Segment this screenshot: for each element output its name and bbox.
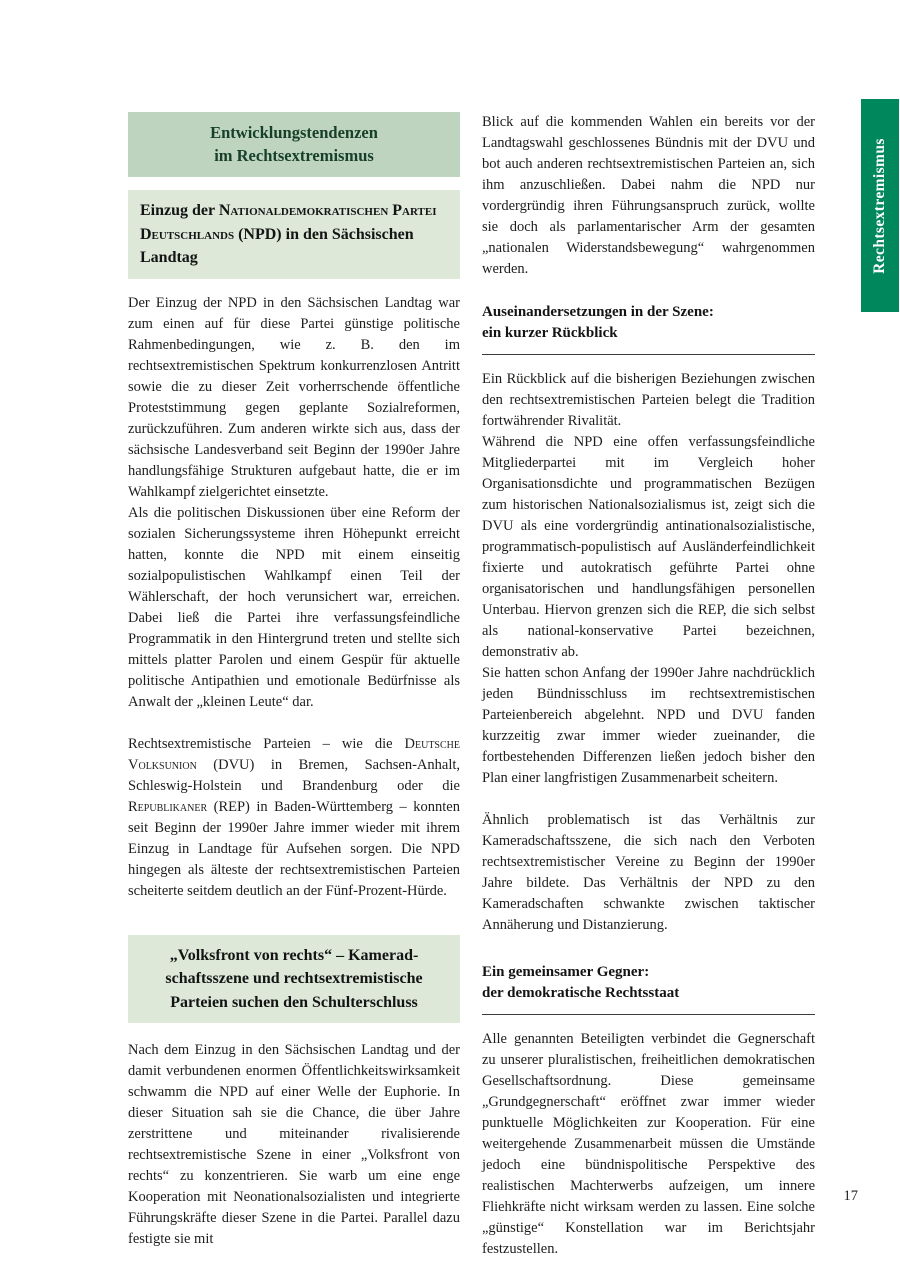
paragraph: Der Einzug der NPD in den Sächsischen Landtag war zum einen auf für diese Partei günstige politische Rahmenbedingungen, wie z. B. den im rechtsextremistischen Spektrum konkurrenzlosen Antritt sowie die zu dieser Zeit vorherrschende öffentliche Proteststimmung gegen geplante Sozialreformen, zurückzuführen. Zum anderen wirkte sich aus, dass der sächsische Landesverband seit Beginn der 1990er Jahre handlungsfähige Strukturen aufgebaut hatte, die er im Wahlkampf zielgerichtet einsetzte. bbox=[128, 294, 460, 500]
chapter-tab bbox=[861, 99, 899, 312]
section-heading-npd bbox=[128, 190, 460, 279]
subheading-szene: Auseinandersetzungen in der Szene: ein kurzer Rückblick bbox=[482, 302, 815, 355]
paragraph: Nach dem Einzug in den Sächsischen Landtag und der damit verbundenen enormen Öffentlichkeitswirksamkeit schwamm die NPD auf einer Welle der Euphorie. In dieser Situation sah sie die Chance, die über Jahre zerstrittene und miteinander rivalisierende rechtsextremistische Szene in einer „Volksfront von rechts“ zu konzentrieren. Sie warb um eine enge Kooperation mit Neonationalsozialisten und integrierte Führungskräfte dieser Szene in die Partei. Parallel dazu festigte sie mit bbox=[128, 1042, 460, 1247]
section-heading-volksfront bbox=[128, 935, 460, 1024]
subheading-gegner: Ein gemeinsamer Gegner: der demokratische Rechtsstaat bbox=[482, 962, 815, 1015]
paragraph: Ein Rückblick auf die bisherigen Beziehungen zwischen den rechtsextremistischen Parteien belegt die Tradition fortwährender Rivalität. bbox=[482, 371, 815, 429]
left-column bbox=[128, 112, 460, 1250]
paragraph: Als die politischen Diskussionen über eine Reform der sozialen Sicherungssysteme ihren Höhepunkt erreicht hatten, konnte die NPD mit einem einseitig sozialpopulistischen Wahlkampf einen Teil der Wählerschaft, der hoch verunsichert war, erreichen. Dabei ließ die Partei ihre verfassungsfeindliche Programmatik in den Hintergrund treten und stellte sich mittels platter Parolen und einem Gespür für aktuelle politische Antipathien und emotionale Bedürfnisse als Anwalt der „kleinen Leute“ dar. bbox=[128, 504, 460, 710]
paragraph: Alle genannten Beteiligten verbindet die Gegnerschaft zu unserer pluralistischen, freiheitlichen demokratischen Gesellschaftsordnung. Diese gemeinsame „Grundgegnerschaft“ eröffnet zwar immer wieder punktuelle Möglichkeiten zur Kooperation. Für eine weitergehende Zusammenarbeit müssen die Umstände jedoch eine bündnispolitische Perspektive des realistischen Machterwerbs aufzeigen, um innere Fliehkräfte nicht wirksam werden zu lassen. Eine solche „günstige“ Konstellation war im Berichtsjahr festzustellen. bbox=[482, 1031, 815, 1257]
paragraph: Blick auf die kommenden Wahlen ein bereits vor der Landtagswahl geschlossenes Bündnis mit der DVU und bot auch anderen rechtsextremistischen Parteien an, sich ihm anzuschließen. Dabei nahm die NPD nur vordergründig ihren Führungsanspruch zurück, wollte sie doch als parlamentarischer Arm der gesamten „nationalen Widerstandsbewegung“ wahrgenommen werden. bbox=[482, 114, 815, 277]
paragraph: Rechtsextremistische Parteien – wie die Deutsche Volksunion (DVU) in Bremen, Sachsen-Anhalt, Schleswig-Holstein und Brandenburg oder die Republikaner (REP) in Baden-Württemberg – konnten seit Beginn der 1990er Jahre immer wieder mit ihrem Einzug in Landtage für Aufsehen sorgen. Die NPD hingegen als älteste der rechtsextremistischen Parteien scheiterte seitdem deutlich an der Fünf-Prozent-Hürde. bbox=[128, 735, 460, 899]
chapter-title-box bbox=[128, 112, 460, 177]
section-heading-npd-text: Einzug der Nationaldemokratischen Partei Deutschlands (NPD) in den Sächsischen Landtag bbox=[140, 202, 437, 266]
page-number: 17 bbox=[843, 1188, 858, 1204]
chapter-title: Entwicklungstendenzen im Rechtsextremismus bbox=[210, 123, 378, 165]
right-column bbox=[482, 112, 815, 1260]
paragraph: Ähnlich problematisch ist das Verhältnis zur Kameradschaftsszene, die sich nach den Verboten rechtsextremistischer Vereine zu Beginn der 1990er Jahre bildete. Das Verhältnis der NPD zu den Kameradschaften schwankte zwischen taktischer Annäherung und Distanzierung. bbox=[482, 812, 815, 933]
paragraph: Sie hatten schon Anfang der 1990er Jahre nachdrücklich jeden Bündnisschluss im rechtsextremistischen Parteienbereich abgelehnt. NPD und DVU fanden kurzzeitig zwar immer wieder zueinander, die fortbestehenden Differenzen ließen jedoch bisher den Plan einer langfristigen Zusammenarbeit scheitern. bbox=[482, 665, 815, 786]
chapter-tab-label: Rechtsextremismus bbox=[871, 137, 888, 274]
paragraph: Während die NPD eine offen verfassungsfeindliche Mitgliederpartei mit im Vergleich hoher Organisationsdichte und programmatischen Bezügen zum historischen Nationalsozialismus ist, zeigt sich die DVU als eine vordergründig antinationalsozialistische, programmatisch-populistisch auf Ausländerfeindlichkeit fixierte und autokratisch geführte Partei ohne organisatorischen und handlungsfähigen personellen Unterbau. Hiervon grenzen sich die REP, die sich selbst als national-konservative Partei bezeichnen, demonstrativ ab. bbox=[482, 434, 815, 660]
section-heading-volksfront-text: „Volksfront von rechts“ – Kamerad- schaftsszene und rechtsextremistische Parteien suchen den Schulterschluss bbox=[165, 946, 423, 1011]
